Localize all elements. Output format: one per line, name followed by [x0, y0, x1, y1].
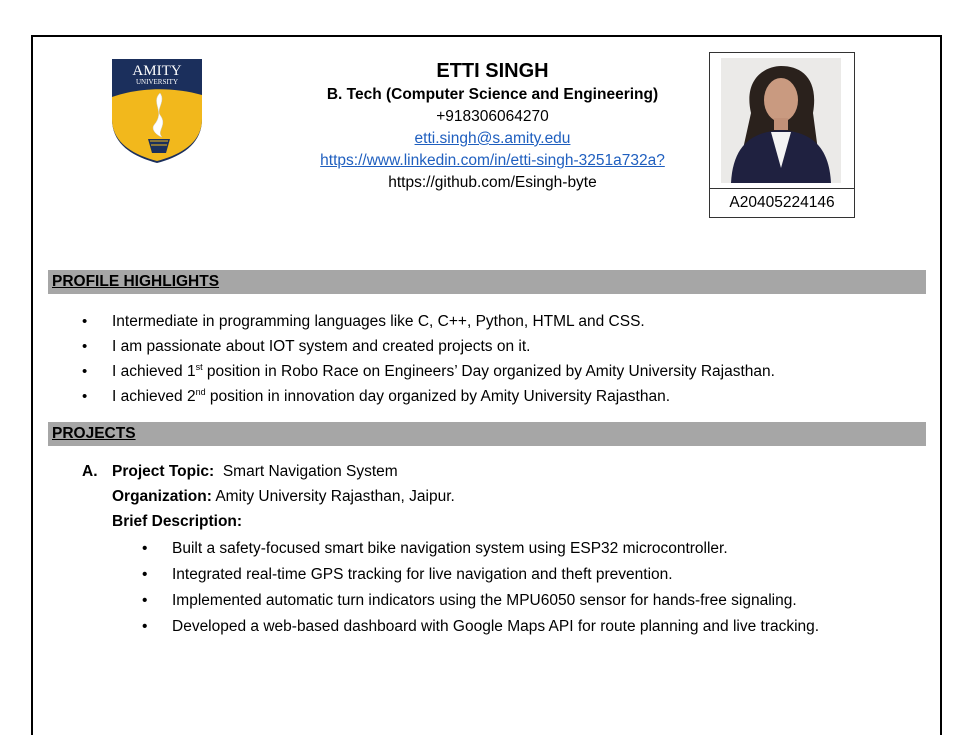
email-link[interactable]: etti.singh@s.amity.edu [414, 130, 571, 147]
enrollment-id: A20405224146 [709, 188, 855, 218]
list-item: • Intermediate in programming languages like C, C++, Python, HTML and CSS. [80, 309, 775, 334]
project-description-list [140, 536, 820, 640]
organization-label: Organization: [112, 488, 212, 505]
list-item: • I achieved 2nd position in innovation day organized by Amity University Rajasthan. [80, 384, 775, 409]
svg-text:UNIVERSITY: UNIVERSITY [136, 78, 178, 86]
project-entry [80, 459, 820, 640]
list-item: • I achieved 1st position in Robo Race on Engineers’ Day organized by Amity University Rajasthan. [80, 359, 775, 384]
project-letter: A. [82, 463, 98, 480]
section-title: PROFILE HIGHLIGHTS [52, 273, 220, 290]
amity-university-logo [110, 57, 204, 165]
list-item: • Implemented automatic turn indicators using the MPU6050 sensor for hands-free signaling. [140, 588, 820, 614]
resume-header [270, 58, 715, 194]
candidate-name: ETTI SINGH [436, 60, 549, 82]
degree: B. Tech (Computer Science and Engineering) [326, 86, 659, 103]
github-url: https://github.com/Esingh-byte [388, 174, 597, 191]
project-topic-label: Project Topic: [112, 463, 215, 480]
list-item: • Built a safety-focused smart bike navigation system using ESP32 microcontroller. [140, 536, 820, 562]
section-header-projects [48, 422, 926, 446]
profile-highlights-list [80, 309, 775, 409]
list-item: • Integrated real-time GPS tracking for live navigation and theft prevention. [140, 562, 820, 588]
section-header-profile-highlights [48, 270, 926, 294]
project-topic: Smart Navigation System [222, 463, 398, 480]
photo-frame [709, 52, 855, 218]
list-item: • I am passionate about IOT system and created projects on it. [80, 334, 775, 359]
organization: Amity University Rajasthan, Jaipur. [215, 488, 455, 505]
project-organization-row [80, 484, 820, 509]
list-item: • Developed a web-based dashboard with Google Maps API for route planning and live tracking. [140, 614, 820, 640]
brief-description-label: Brief Description: [112, 513, 243, 530]
logo-text-amity: AMITY [132, 63, 182, 79]
phone-number: +918306064270 [436, 108, 549, 125]
linkedin-link[interactable]: https://www.linkedin.com/in/etti-singh-3251a732a? [320, 152, 665, 169]
profile-photo [721, 58, 841, 183]
brief-description-row [80, 509, 820, 534]
project-topic-row [80, 459, 820, 484]
section-title: PROJECTS [52, 425, 136, 442]
